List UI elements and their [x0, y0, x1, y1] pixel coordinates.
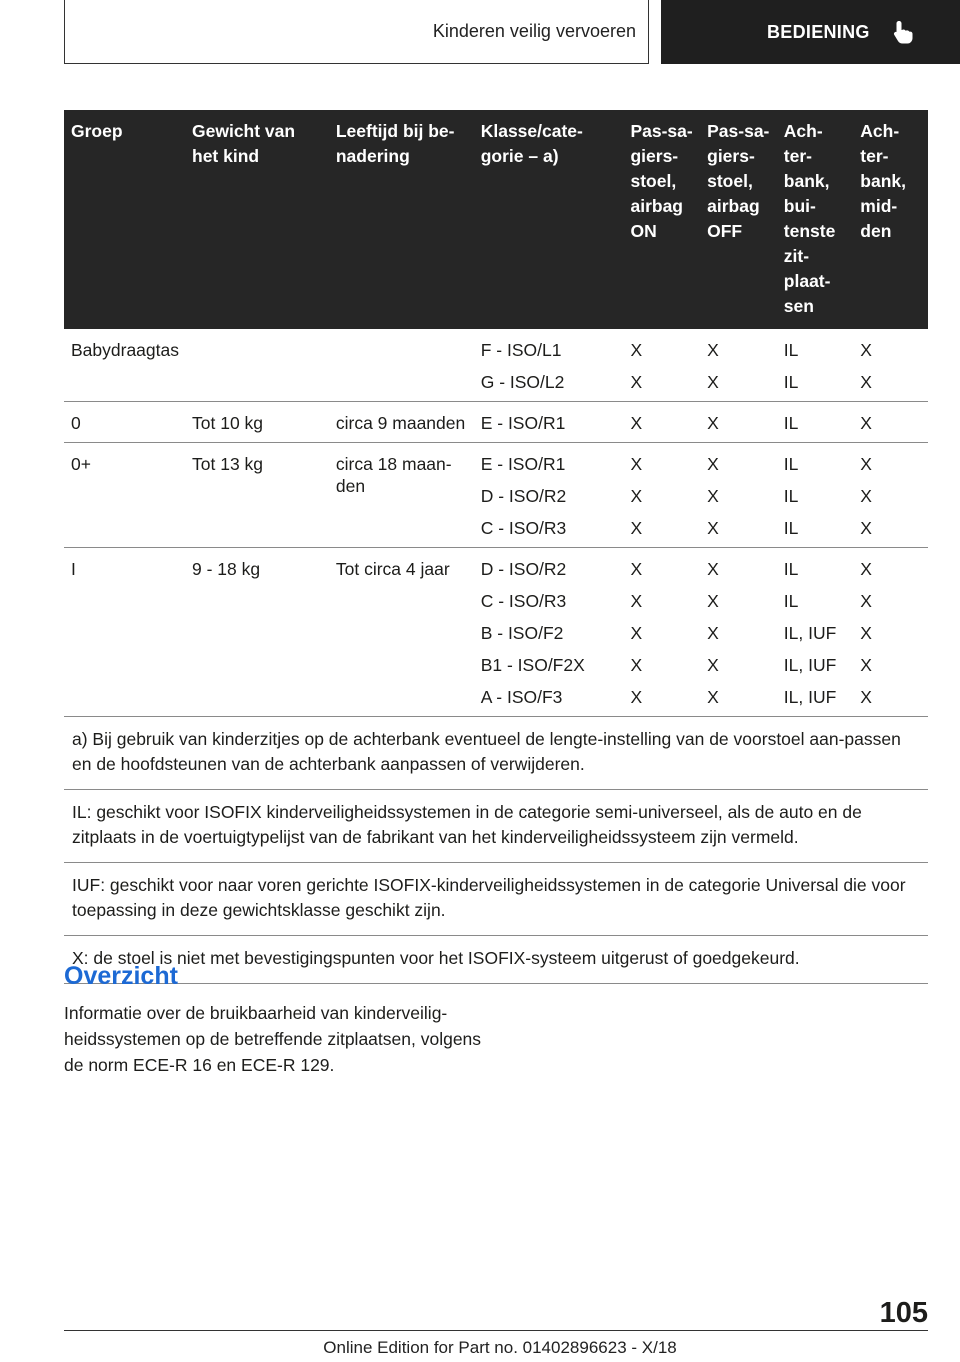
cell-value: IL: [783, 454, 799, 474]
cell-value: IL, IUF: [783, 623, 837, 643]
cell-leeftijd: Tot circa 4 jaar: [329, 548, 474, 717]
table-note: IUF: geschikt voor naar voren gerichte ISOFIX-kinderveiligheidssystemen in de categorie Universal die voor toepassing in deze gewichtsklasse geschikt zijn.: [64, 863, 928, 936]
cell-midden: [853, 329, 928, 402]
running-header-section: [64, 0, 649, 64]
table-note-row: [64, 863, 928, 936]
cell-value: X: [860, 518, 872, 538]
cell-value: X: [707, 413, 719, 433]
cell-value: IL: [783, 413, 799, 433]
cell-airbag-off: [700, 402, 777, 443]
pointing-hand-icon: [890, 19, 916, 45]
cell-leeftijd: [329, 329, 474, 402]
cell-value: X: [860, 372, 872, 392]
cell-value: D - ISO/R2: [480, 559, 567, 579]
cell-value: B - ISO/F2: [480, 623, 564, 643]
table-header-row: [64, 110, 928, 329]
cell-airbag-off: [700, 548, 777, 717]
cell-value: X: [630, 591, 643, 611]
table-row: [64, 548, 928, 717]
cell-gewicht: Tot 10 kg: [185, 402, 329, 443]
cell-value: X: [860, 454, 872, 474]
cell-klasse: [474, 402, 624, 443]
cell-value: IL: [783, 486, 799, 506]
table-row: [64, 443, 928, 548]
cell-groep: 0+: [64, 443, 185, 548]
cell-airbag-on: [623, 548, 700, 717]
cell-value: X: [630, 413, 643, 433]
cell-buiten: [777, 443, 854, 548]
cell-value: X: [630, 340, 643, 360]
col-header-leeftijd: Leeftijd bij be-nadering: [329, 110, 474, 329]
cell-value: X: [630, 372, 643, 392]
footer-divider: [64, 1330, 928, 1331]
cell-value: IL: [783, 518, 799, 538]
table-note-row: [64, 936, 928, 984]
cell-value: X: [707, 623, 719, 643]
section-title: Overzicht: [64, 962, 178, 990]
cell-midden: [853, 548, 928, 717]
cell-value: X: [860, 591, 872, 611]
cell-value: X: [860, 687, 872, 707]
cell-value: X: [630, 454, 643, 474]
col-header-achterbank-midden: Ach-ter-bank, mid-den: [853, 110, 928, 329]
cell-value: X: [860, 413, 872, 433]
table-note: X: de stoel is niet met bevestigingspunten voor het ISOFIX-systeem uitgerust of goedgekeurd.: [64, 936, 928, 984]
table-row: [64, 329, 928, 402]
cell-airbag-on: [623, 402, 700, 443]
cell-klasse: [474, 329, 624, 402]
cell-klasse: [474, 548, 624, 717]
table-note: a) Bij gebruik van kinderzitjes op de achterbank eventueel de lengte-instelling van de voorstoel aan-passen en de hoofdsteunen van de achterbank aanpassen of verwijderen.: [64, 717, 928, 790]
cell-leeftijd: circa 18 maan-den: [329, 443, 474, 548]
chapter-label: BEDIENING: [767, 21, 870, 42]
cell-airbag-off: [700, 329, 777, 402]
cell-value: X: [630, 486, 643, 506]
cell-value: X: [630, 559, 643, 579]
cell-groep: 0: [64, 402, 185, 443]
cell-value: X: [860, 655, 872, 675]
cell-value: X: [707, 559, 719, 579]
cell-value: C - ISO/R3: [480, 518, 567, 538]
table-note: IL: geschikt voor ISOFIX kinderveiligheidssystemen in de categorie semi-universeel, als de auto en de zitplaats in de voertuigtypelijst van de fabrikant van het kinderveiligheidssysteem zijn vermeld.: [64, 790, 928, 863]
page-number: 105: [879, 1297, 928, 1329]
cell-value: F - ISO/L1: [480, 340, 562, 360]
cell-value: X: [707, 591, 719, 611]
cell-value: B1 - ISO/F2X: [480, 655, 585, 675]
footer-edition: Online Edition for Part no. 01402896623 - X/18: [323, 1338, 677, 1357]
cell-value: X: [630, 518, 643, 538]
cell-klasse: [474, 443, 624, 548]
cell-gewicht: Tot 13 kg: [185, 443, 329, 548]
cell-value: X: [707, 518, 719, 538]
cell-value: X: [630, 623, 643, 643]
cell-value: X: [860, 623, 872, 643]
cell-value: X: [630, 687, 643, 707]
isofix-table: [64, 110, 928, 984]
cell-value: X: [707, 687, 719, 707]
cell-value: C - ISO/R3: [480, 591, 567, 611]
cell-value: X: [630, 655, 643, 675]
cell-value: X: [707, 486, 719, 506]
cell-value: X: [707, 372, 719, 392]
cell-value: X: [860, 340, 872, 360]
cell-value: X: [707, 655, 719, 675]
cell-value: IL, IUF: [783, 687, 837, 707]
table-note-row: [64, 717, 928, 790]
cell-value: X: [707, 454, 719, 474]
col-header-klasse: Klasse/cate-gorie – a): [474, 110, 624, 329]
cell-value: IL: [783, 559, 799, 579]
cell-airbag-off: [700, 443, 777, 548]
running-header-chapter: [661, 0, 960, 64]
cell-gewicht: 9 - 18 kg: [185, 548, 329, 717]
cell-buiten: [777, 548, 854, 717]
cell-value: IL, IUF: [783, 655, 837, 675]
cell-value: X: [860, 486, 872, 506]
col-header-gewicht: Gewicht van het kind: [185, 110, 329, 329]
cell-value: X: [707, 340, 719, 360]
col-header-groep: Groep: [64, 110, 185, 329]
cell-value: IL: [783, 340, 799, 360]
cell-airbag-on: [623, 443, 700, 548]
cell-airbag-on: [623, 329, 700, 402]
col-header-airbag-on: Pas-sa-giers-stoel, airbag ON: [623, 110, 700, 329]
cell-buiten: [777, 402, 854, 443]
col-header-airbag-off: Pas-sa-giers-stoel, airbag OFF: [700, 110, 777, 329]
table-row: [64, 402, 928, 443]
cell-gewicht: [185, 329, 329, 402]
cell-groep: Babydraagtas: [64, 329, 185, 402]
cell-value: E - ISO/R1: [480, 413, 566, 433]
cell-value: D - ISO/R2: [480, 486, 567, 506]
table-note-row: [64, 790, 928, 863]
cell-value: IL: [783, 591, 799, 611]
cell-groep: I: [64, 548, 185, 717]
cell-value: E - ISO/R1: [480, 454, 566, 474]
cell-leeftijd: circa 9 maanden: [329, 402, 474, 443]
cell-value: A - ISO/F3: [480, 687, 563, 707]
cell-value: X: [860, 559, 872, 579]
col-header-achterbank-buiten: Ach-ter-bank, bui-tenste zit-plaat-sen: [777, 110, 854, 329]
cell-midden: [853, 402, 928, 443]
section-body: Informatie over de bruikbaarheid van kinderveilig-heidssystemen op de betreffende zitplaatsen, volgens de norm ECE-R 16 en ECE-R 129.: [64, 1003, 482, 1075]
section-label: Kinderen veilig vervoeren: [432, 21, 636, 41]
cell-midden: [853, 443, 928, 548]
cell-value: IL: [783, 372, 799, 392]
cell-buiten: [777, 329, 854, 402]
cell-value: G - ISO/L2: [480, 372, 565, 392]
